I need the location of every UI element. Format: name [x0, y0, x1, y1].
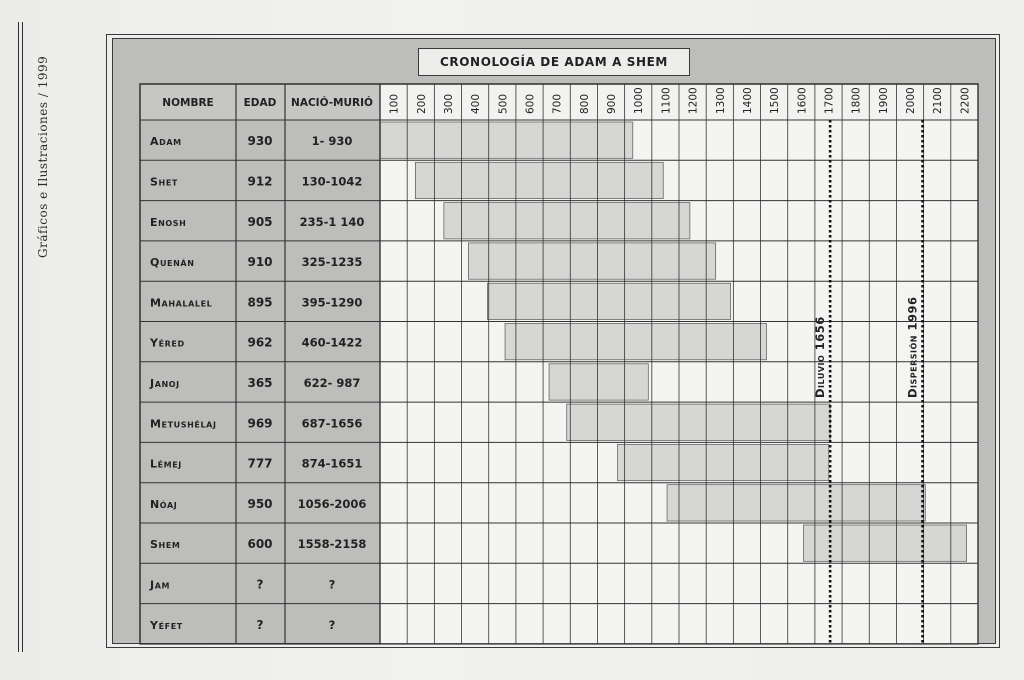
column-header: NOMBRE: [162, 97, 214, 109]
x-tick-label: 1400: [741, 87, 754, 114]
x-tick-label: 400: [470, 93, 483, 114]
row-edad: 905: [247, 214, 273, 229]
x-tick-label: 2100: [932, 87, 945, 114]
row-nacio-murio: 325-1235: [301, 255, 363, 270]
x-tick-label: 2000: [905, 87, 918, 114]
lifespan-bar: [803, 525, 966, 561]
x-tick-label: 2200: [959, 87, 972, 114]
row-edad: 930: [247, 134, 273, 149]
row-nacio-murio: 460-1422: [301, 335, 363, 350]
column-header: EDAD: [243, 97, 277, 109]
row-name: Jam: [150, 578, 171, 592]
x-tick-label: 800: [578, 93, 591, 114]
row-edad: ?: [256, 577, 264, 592]
row-name: Adam: [150, 135, 182, 149]
x-tick-label: 500: [497, 93, 510, 114]
event-marker-label: Diluvio 1656: [813, 316, 828, 398]
x-tick-label: 1300: [714, 87, 727, 114]
x-tick-label: 1700: [823, 87, 836, 114]
row-name: Lémej: [150, 457, 182, 471]
row-edad: 365: [247, 375, 273, 390]
row-name: Janoj: [150, 376, 180, 390]
x-tick-label: 900: [606, 93, 619, 114]
row-name: Nóaj: [150, 497, 178, 511]
lifespan-bar: [667, 485, 925, 521]
row-edad: 950: [247, 496, 273, 511]
row-nacio-murio: 1558-2158: [297, 537, 367, 552]
lifespan-bar: [505, 324, 766, 360]
row-edad: 912: [247, 174, 273, 189]
lifespan-bar: [415, 162, 663, 198]
row-nacio-murio: 874-1651: [301, 456, 363, 471]
row-name: Yéred: [150, 336, 185, 350]
x-tick-label: 1100: [660, 87, 673, 114]
x-tick-label: 1600: [796, 87, 809, 114]
row-edad: ?: [256, 617, 264, 632]
row-nacio-murio: 395-1290: [301, 295, 363, 310]
lifespan-bar: [487, 283, 730, 319]
row-edad: 600: [247, 537, 273, 552]
row-name: Enosh: [150, 215, 187, 229]
row-nacio-murio: 130-1042: [301, 174, 363, 189]
x-tick-label: 1900: [877, 87, 890, 114]
row-edad: 962: [247, 335, 273, 350]
lifespan-bar: [380, 122, 633, 158]
row-nacio-murio: 235-1 140: [299, 214, 365, 229]
lifespan-bar: [618, 444, 829, 480]
lifespan-bar: [567, 404, 830, 440]
column-header: NACIÓ-MURIÓ: [291, 97, 373, 109]
row-nacio-murio: 622- 987: [303, 375, 361, 390]
x-tick-label: 600: [524, 93, 537, 114]
x-tick-label: 700: [551, 93, 564, 114]
lifespan-bar: [468, 243, 715, 279]
lifespan-bar: [444, 203, 690, 239]
chart-title: CRONOLOGÍA DE ADAM A SHEM: [418, 48, 690, 76]
row-name: Quenán: [150, 256, 195, 270]
row-edad: 777: [247, 456, 273, 471]
row-edad: 910: [247, 255, 273, 270]
row-nacio-murio: ?: [328, 577, 336, 592]
x-tick-label: 1800: [850, 87, 863, 114]
row-nacio-murio: 1- 930: [311, 134, 353, 149]
x-tick-label: 100: [388, 93, 401, 114]
row-nacio-murio: 1056-2006: [297, 496, 367, 511]
lifespan-bar: [549, 364, 648, 400]
x-tick-label: 1500: [769, 87, 782, 114]
x-tick-label: 300: [442, 93, 455, 114]
row-name: Metushélaj: [150, 417, 217, 431]
row-name: Yéfet: [150, 618, 183, 632]
row-name: Shet: [150, 175, 178, 189]
x-tick-label: 200: [415, 93, 428, 114]
row-nacio-murio: ?: [328, 617, 336, 632]
row-edad: 895: [247, 295, 273, 310]
row-nacio-murio: 687-1656: [301, 416, 363, 431]
row-name: Shem: [150, 538, 181, 552]
running-header: Gráficos e Ilustraciones / 1999: [36, 55, 50, 258]
x-tick-label: 1200: [687, 87, 700, 114]
row-edad: 969: [247, 416, 273, 431]
row-name: Mahalalel: [150, 296, 213, 310]
event-marker-label: Dispersión 1996: [905, 296, 920, 398]
x-tick-label: 1000: [633, 87, 646, 114]
